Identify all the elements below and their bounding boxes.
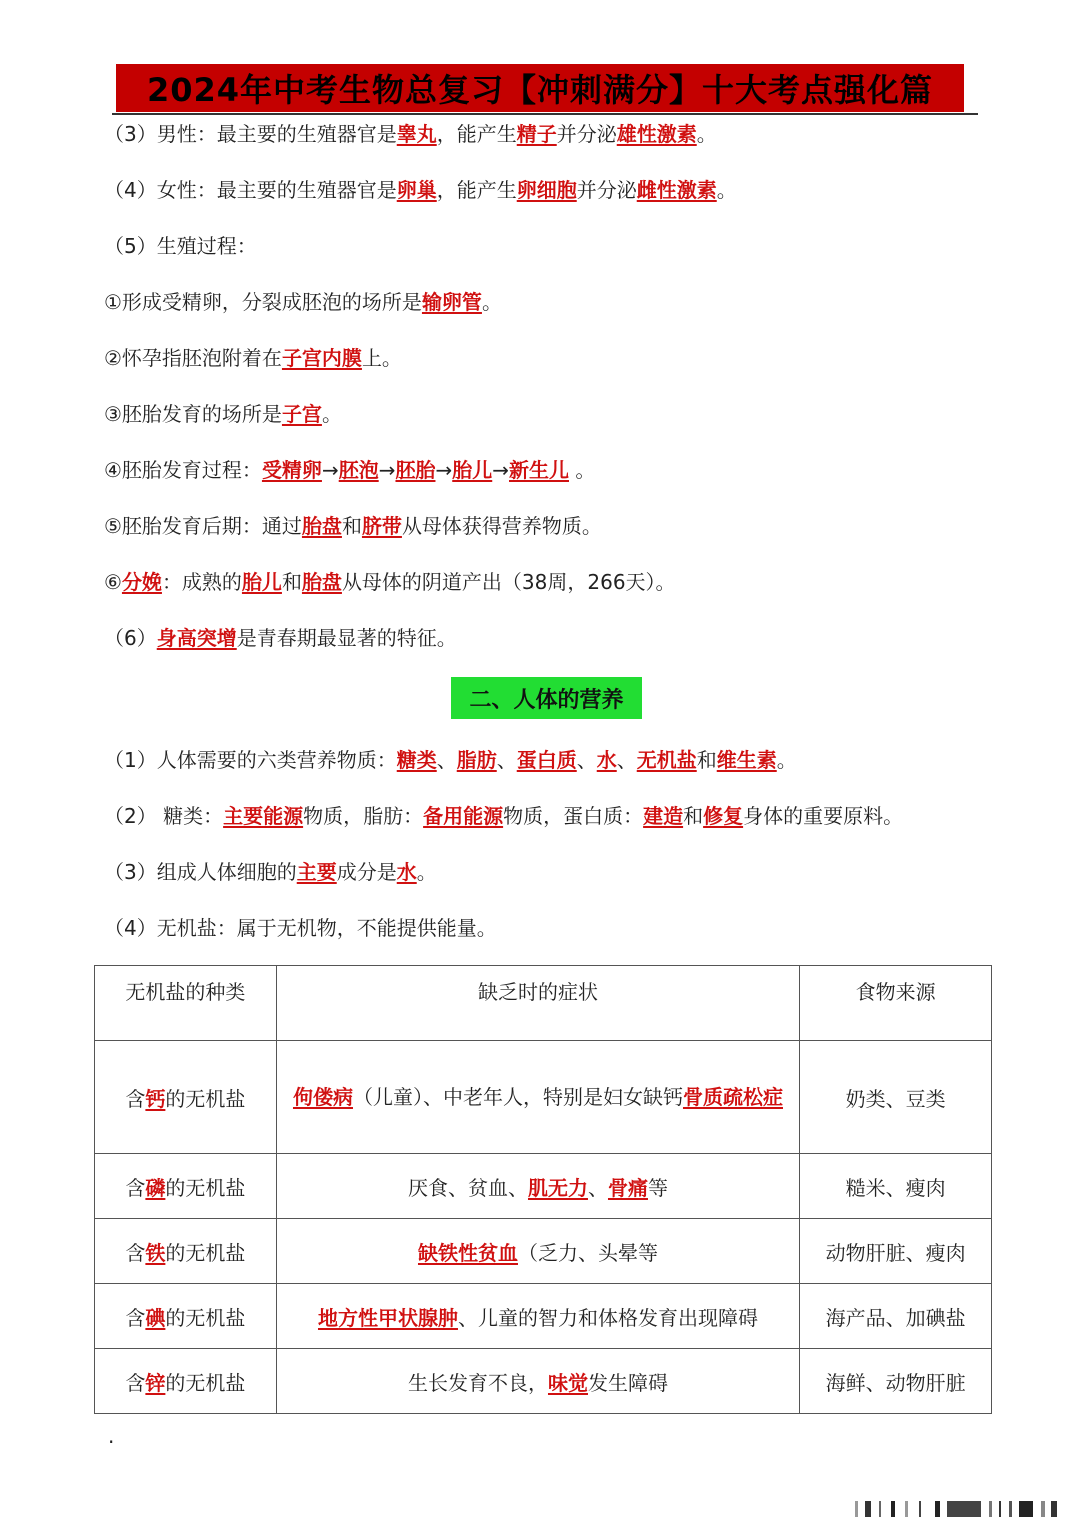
mineral-type-cell: 含钙的无机盐 — [95, 1041, 277, 1154]
mineral-type-cell: 含磷的无机盐 — [95, 1154, 277, 1219]
table-row — [95, 1154, 992, 1219]
process-step-3: ③胚胎发育的场所是子宫。 — [104, 402, 342, 426]
mineral-type-cell: 含锌的无机盐 — [95, 1349, 277, 1414]
page-title: 2024年中考生物总复习【冲刺满分】十大考点强化篇 — [146, 71, 934, 109]
table-header: 食物来源 — [800, 966, 992, 1041]
inorganic-salt-note: （4）无机盐：属于无机物，不能提供能量。 — [104, 916, 497, 940]
process-step-6: ⑥分娩：成熟的胎儿和胎盘从母体的阴道产出（38周，266天）。 — [104, 570, 676, 594]
process-heading: （5）生殖过程： — [104, 234, 257, 258]
process-step-5: ⑤胚胎发育后期：通过胎盘和脐带从母体获得营养物质。 — [104, 514, 602, 538]
table-row — [95, 1041, 992, 1154]
male-organ-line: （3）男性：最主要的生殖器官是睾丸，能产生精子并分泌雄性激素。 — [104, 122, 717, 146]
scan-barcode-mark — [855, 1501, 1060, 1517]
table-header: 缺乏时的症状 — [276, 966, 799, 1041]
cell-main-component: （3）组成人体细胞的主要成分是水。 — [104, 860, 437, 884]
page-title-banner — [116, 64, 964, 112]
nutrients-functions: （2） 糖类：主要能源物质，脂肪：备用能源物质，蛋白质：建造和修复身体的重要原料。 — [104, 804, 904, 828]
mineral-table — [94, 965, 992, 1414]
table-header-row — [95, 966, 992, 1041]
symptom-cell: 生长发育不良，味觉发生障碍 — [276, 1349, 799, 1414]
mineral-type-cell: 含铁的无机盐 — [95, 1219, 277, 1284]
symptom-cell: 厌食、贫血、肌无力、骨痛等 — [276, 1154, 799, 1219]
process-step-2: ②怀孕指胚泡附着在子宫内膜上。 — [104, 346, 402, 370]
trailing-dot: . — [108, 1424, 115, 1448]
symptom-cell: 缺铁性贫血（乏力、头晕等 — [276, 1219, 799, 1284]
table-row — [95, 1284, 992, 1349]
title-underline — [112, 113, 978, 115]
puberty-growth-line: （6）身高突增是青春期最显著的特征。 — [104, 626, 457, 650]
section-heading-nutrition: 二、人体的营养 — [451, 677, 642, 719]
symptom-cell: 地方性甲状腺肿、儿童的智力和体格发育出现障碍 — [276, 1284, 799, 1349]
table-header: 无机盐的种类 — [95, 966, 277, 1041]
mineral-type-cell: 含碘的无机盐 — [95, 1284, 277, 1349]
food-source-cell: 糙米、瘦肉 — [800, 1154, 992, 1219]
food-source-cell: 海产品、加碘盐 — [800, 1284, 992, 1349]
food-source-cell: 动物肝脏、瘦肉 — [800, 1219, 992, 1284]
female-organ-line: （4）女性：最主要的生殖器官是卵巢，能产生卵细胞并分泌雌性激素。 — [104, 178, 737, 202]
process-step-4: ④胚胎发育过程：受精卵→胚泡→胚胎→胎儿→新生儿 。 — [104, 458, 596, 482]
food-source-cell: 奶类、豆类 — [800, 1041, 992, 1154]
food-source-cell: 海鲜、动物肝脏 — [800, 1349, 992, 1414]
table-row — [95, 1349, 992, 1414]
nutrients-six-types: （1）人体需要的六类营养物质：糖类、脂肪、蛋白质、水、无机盐和维生素。 — [104, 748, 797, 772]
process-step-1: ①形成受精卵，分裂成胚泡的场所是输卵管。 — [104, 290, 502, 314]
symptom-cell: 佝偻病（儿童）、中老年人，特别是妇女缺钙骨质疏松症 — [276, 1041, 799, 1154]
table-row — [95, 1219, 992, 1284]
